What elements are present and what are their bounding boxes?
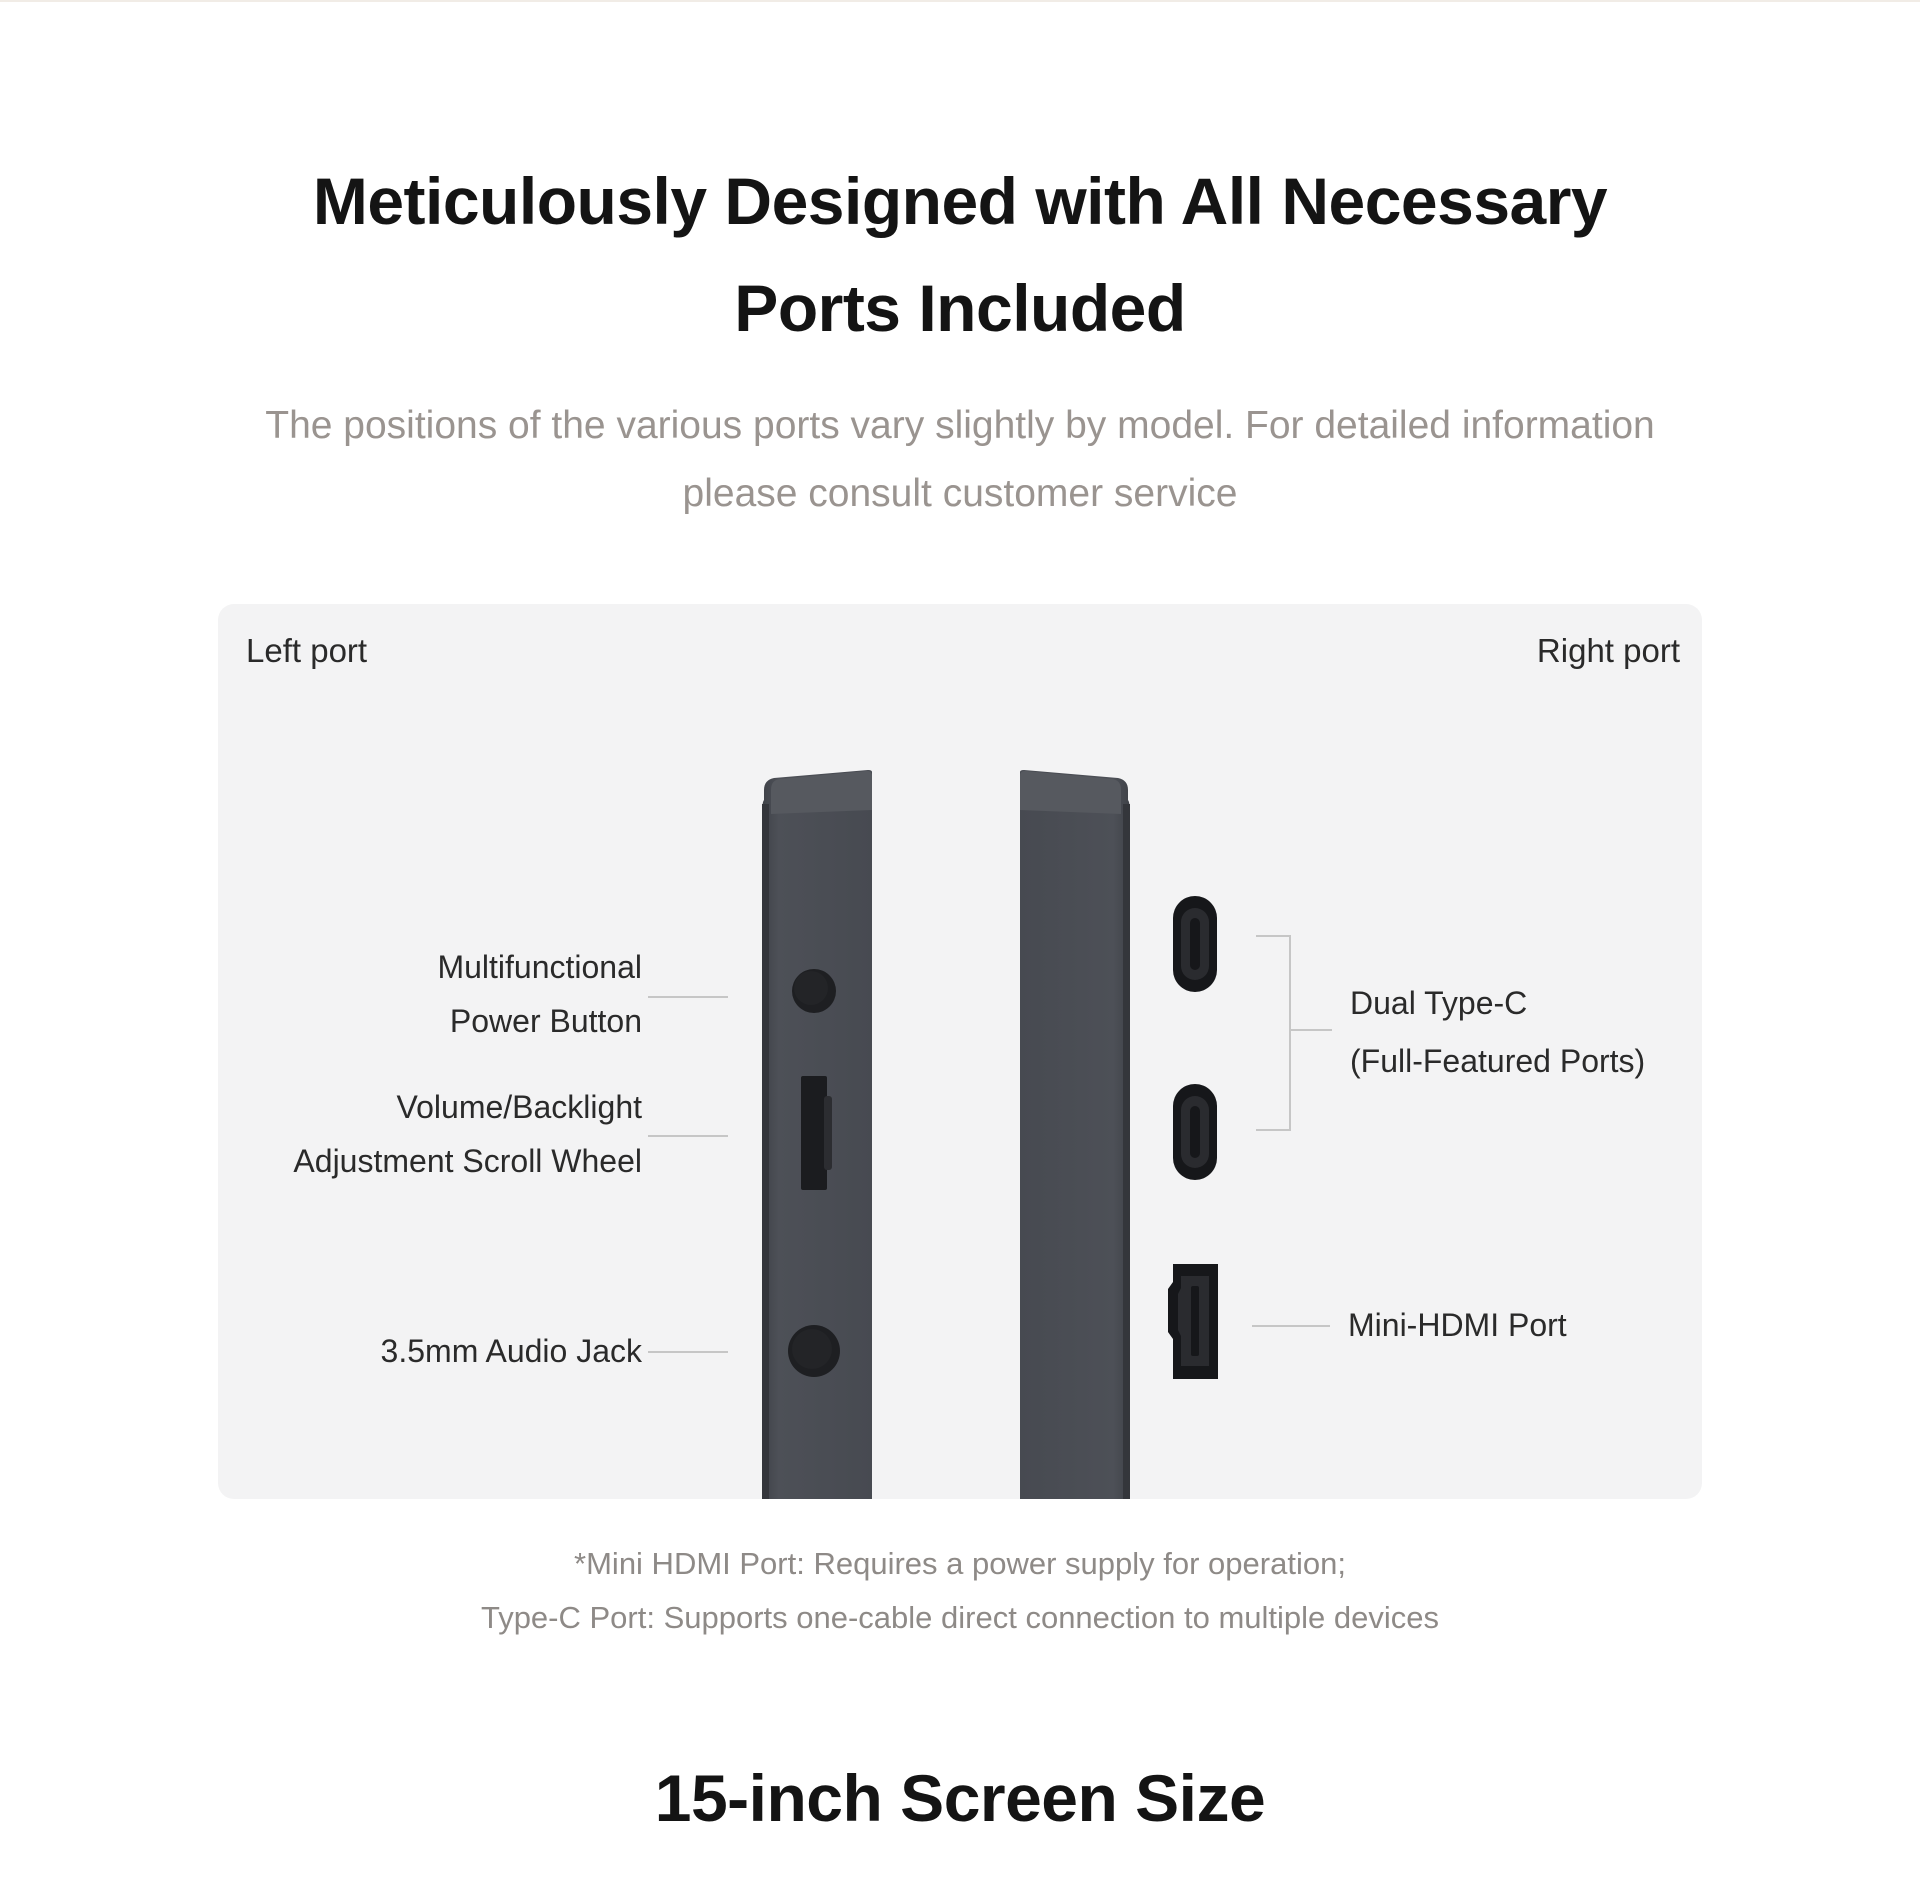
mini-hdmi-port-icon — [1168, 1264, 1218, 1379]
ports-footnote — [0, 1537, 1920, 1645]
right-device-rear-shadow — [1123, 804, 1130, 1499]
screen-size-heading: 15-inch Screen Size — [654, 1761, 1266, 1835]
type-c-callout-line-1: Dual Type-C — [1350, 985, 1528, 1021]
right-device-body — [1020, 770, 1130, 1499]
page-subtitle-line-2: please consult customer service — [682, 472, 1238, 515]
power-button-icon — [792, 969, 836, 1013]
power-callout-line-2: Power Button — [449, 1003, 642, 1039]
right-port-label: Right port — [1536, 632, 1680, 669]
mini-hdmi-callout — [1348, 1298, 1567, 1352]
power-callout-line-1: Multifunctional — [437, 949, 642, 985]
page-subtitle — [0, 392, 1920, 528]
type-c-callout — [1350, 974, 1645, 1090]
footnote-line-1: *Mini HDMI Port: Requires a power supply for operation; — [574, 1546, 1346, 1581]
type-c-callout-bracket — [1256, 936, 1290, 1130]
wheel-callout-line-1: Volume/Backlight — [396, 1089, 642, 1125]
left-device-rear-shadow — [762, 804, 769, 1499]
wheel-callout-line-2: Adjustment Scroll Wheel — [293, 1143, 642, 1179]
power-button-callout — [437, 940, 642, 1048]
left-port-label: Left port — [246, 632, 368, 669]
ports-panel — [218, 604, 1702, 1499]
hdmi-callout-text: Mini-HDMI Port — [1348, 1307, 1567, 1343]
footnote-line-2: Type-C Port: Supports one-cable direct connection to multiple devices — [480, 1600, 1440, 1635]
page-title-line-2: Ports Included — [734, 271, 1186, 345]
audio-jack-callout — [381, 1324, 642, 1378]
top-divider — [0, 0, 1920, 2]
type-c-port-2-icon — [1173, 1084, 1217, 1180]
type-c-port-1-icon — [1173, 896, 1217, 992]
page-subtitle-line-1: The positions of the various ports vary slightly by model. For detailed information — [265, 404, 1655, 447]
page-title-line-1: Meticulously Designed with All Necessary — [312, 164, 1608, 238]
type-c-callout-line-2: (Full-Featured Ports) — [1350, 1043, 1646, 1079]
audio-jack-icon — [788, 1325, 840, 1377]
right-device-side — [1020, 770, 1130, 1499]
page-title — [0, 148, 1920, 362]
scroll-wheel-callout — [293, 1080, 642, 1188]
audio-callout-text: 3.5mm Audio Jack — [380, 1333, 642, 1369]
